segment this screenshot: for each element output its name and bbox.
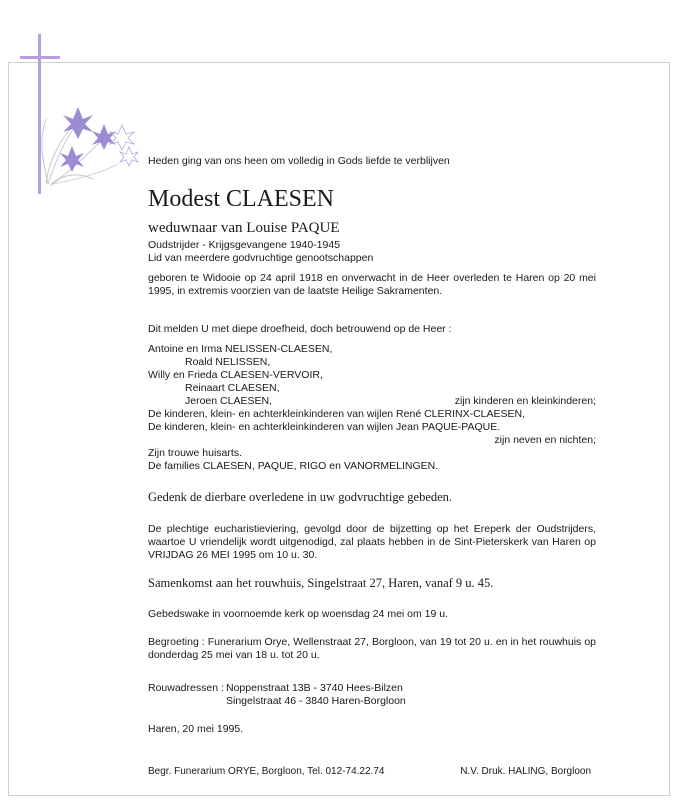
family-line: Roald NELISSEN, [185,356,271,368]
place-date: Haren, 20 mei 1995. [148,723,244,735]
family-line: Antoine en Irma NELISSEN-CLAESEN, [148,343,333,355]
family-line: De kinderen, klein- en achterkleinkinderen van wijlen René CLERINX-CLAESEN, [148,408,526,420]
deceased-title-2: Lid van meerdere godvruchtige genootschappen [148,252,374,264]
address-line: Noppenstraat 13B - 3740 Hees-Bilzen [226,682,403,694]
footer-funeral-home: Begr. Funerarium ORYE, Borgloon, Tel. 012-74.22.74 [148,766,385,777]
wake-text: Gebedswake in voornoemde kerk op woensdag 24 mei om 19 u. [148,608,449,620]
announcement-text: Dit melden U met diepe droefheid, doch betrouwend op de Heer : [148,323,452,335]
family-line: Zijn trouwe huisarts. [148,447,242,459]
birth-death-paragraph: geboren te Widooie op 24 april 1918 en onverwacht in de Heer overleden te Haren op 20 mei 1995, in extremis voorzien van de laatste Heilige Sakramenten. [148,272,596,297]
deceased-title-1: Oudstrijder - Krijgsgevangene 1940-1945 [148,239,341,251]
gathering-text: Samenkomst aan het rouwhuis, Singelstraat 27, Haren, vanaf 9 u. 45. [148,576,494,590]
ceremony-paragraph: De plechtige eucharistieviering, gevolgd door de bijzetting op het Ereperk der Oudstrijders, waartoe U vriendelijk wordt uitgenodigd, zal plaats hebben in de Sint-Pieterskerk van Haren op VRIJDAG 26 MEI 1995 om 10 u. 30. [148,523,596,561]
family-line: De kinderen, klein- en achterkleinkinderen van wijlen Jean PAQUE-PAQUE. [148,421,501,433]
family-line: Jeroen CLAESEN, [185,395,272,407]
prayer-text: Gedenk de dierbare overledene in uw godvruchtige gebeden. [148,490,453,504]
family-relation: zijn neven en nichten; [494,434,596,446]
family-relation: zijn kinderen en kleinkinderen; [454,395,596,407]
cross-with-lilies-icon [18,34,148,204]
family-line: De families CLAESEN, PAQUE, RIGO en VANORMELINGEN. [148,460,439,472]
family-line: Willy en Frieda CLAESEN-VERVOIR, [148,369,323,381]
deceased-spouse: weduwnaar van Louise PAQUE [148,220,340,236]
deceased-name: Modest CLAESEN [148,186,334,212]
condolence-paragraph: Begroeting : Funerarium Orye, Wellenstraat 27, Borgloon, van 19 tot 20 u. en in het rouwhuis op donderdag 25 mei van 18 u. tot 20 u. [148,636,596,661]
family-line: Reinaart CLAESEN, [185,382,280,394]
addresses-label: Rouwadressen : [148,682,224,694]
footer-printer: N.V. Druk. HALING, Borgloon [460,766,591,777]
address-line: Singelstraat 46 - 3840 Haren-Borgloon [226,695,406,707]
intro-text: Heden ging van ons heen om volledig in Gods liefde te verblijven [148,155,450,167]
